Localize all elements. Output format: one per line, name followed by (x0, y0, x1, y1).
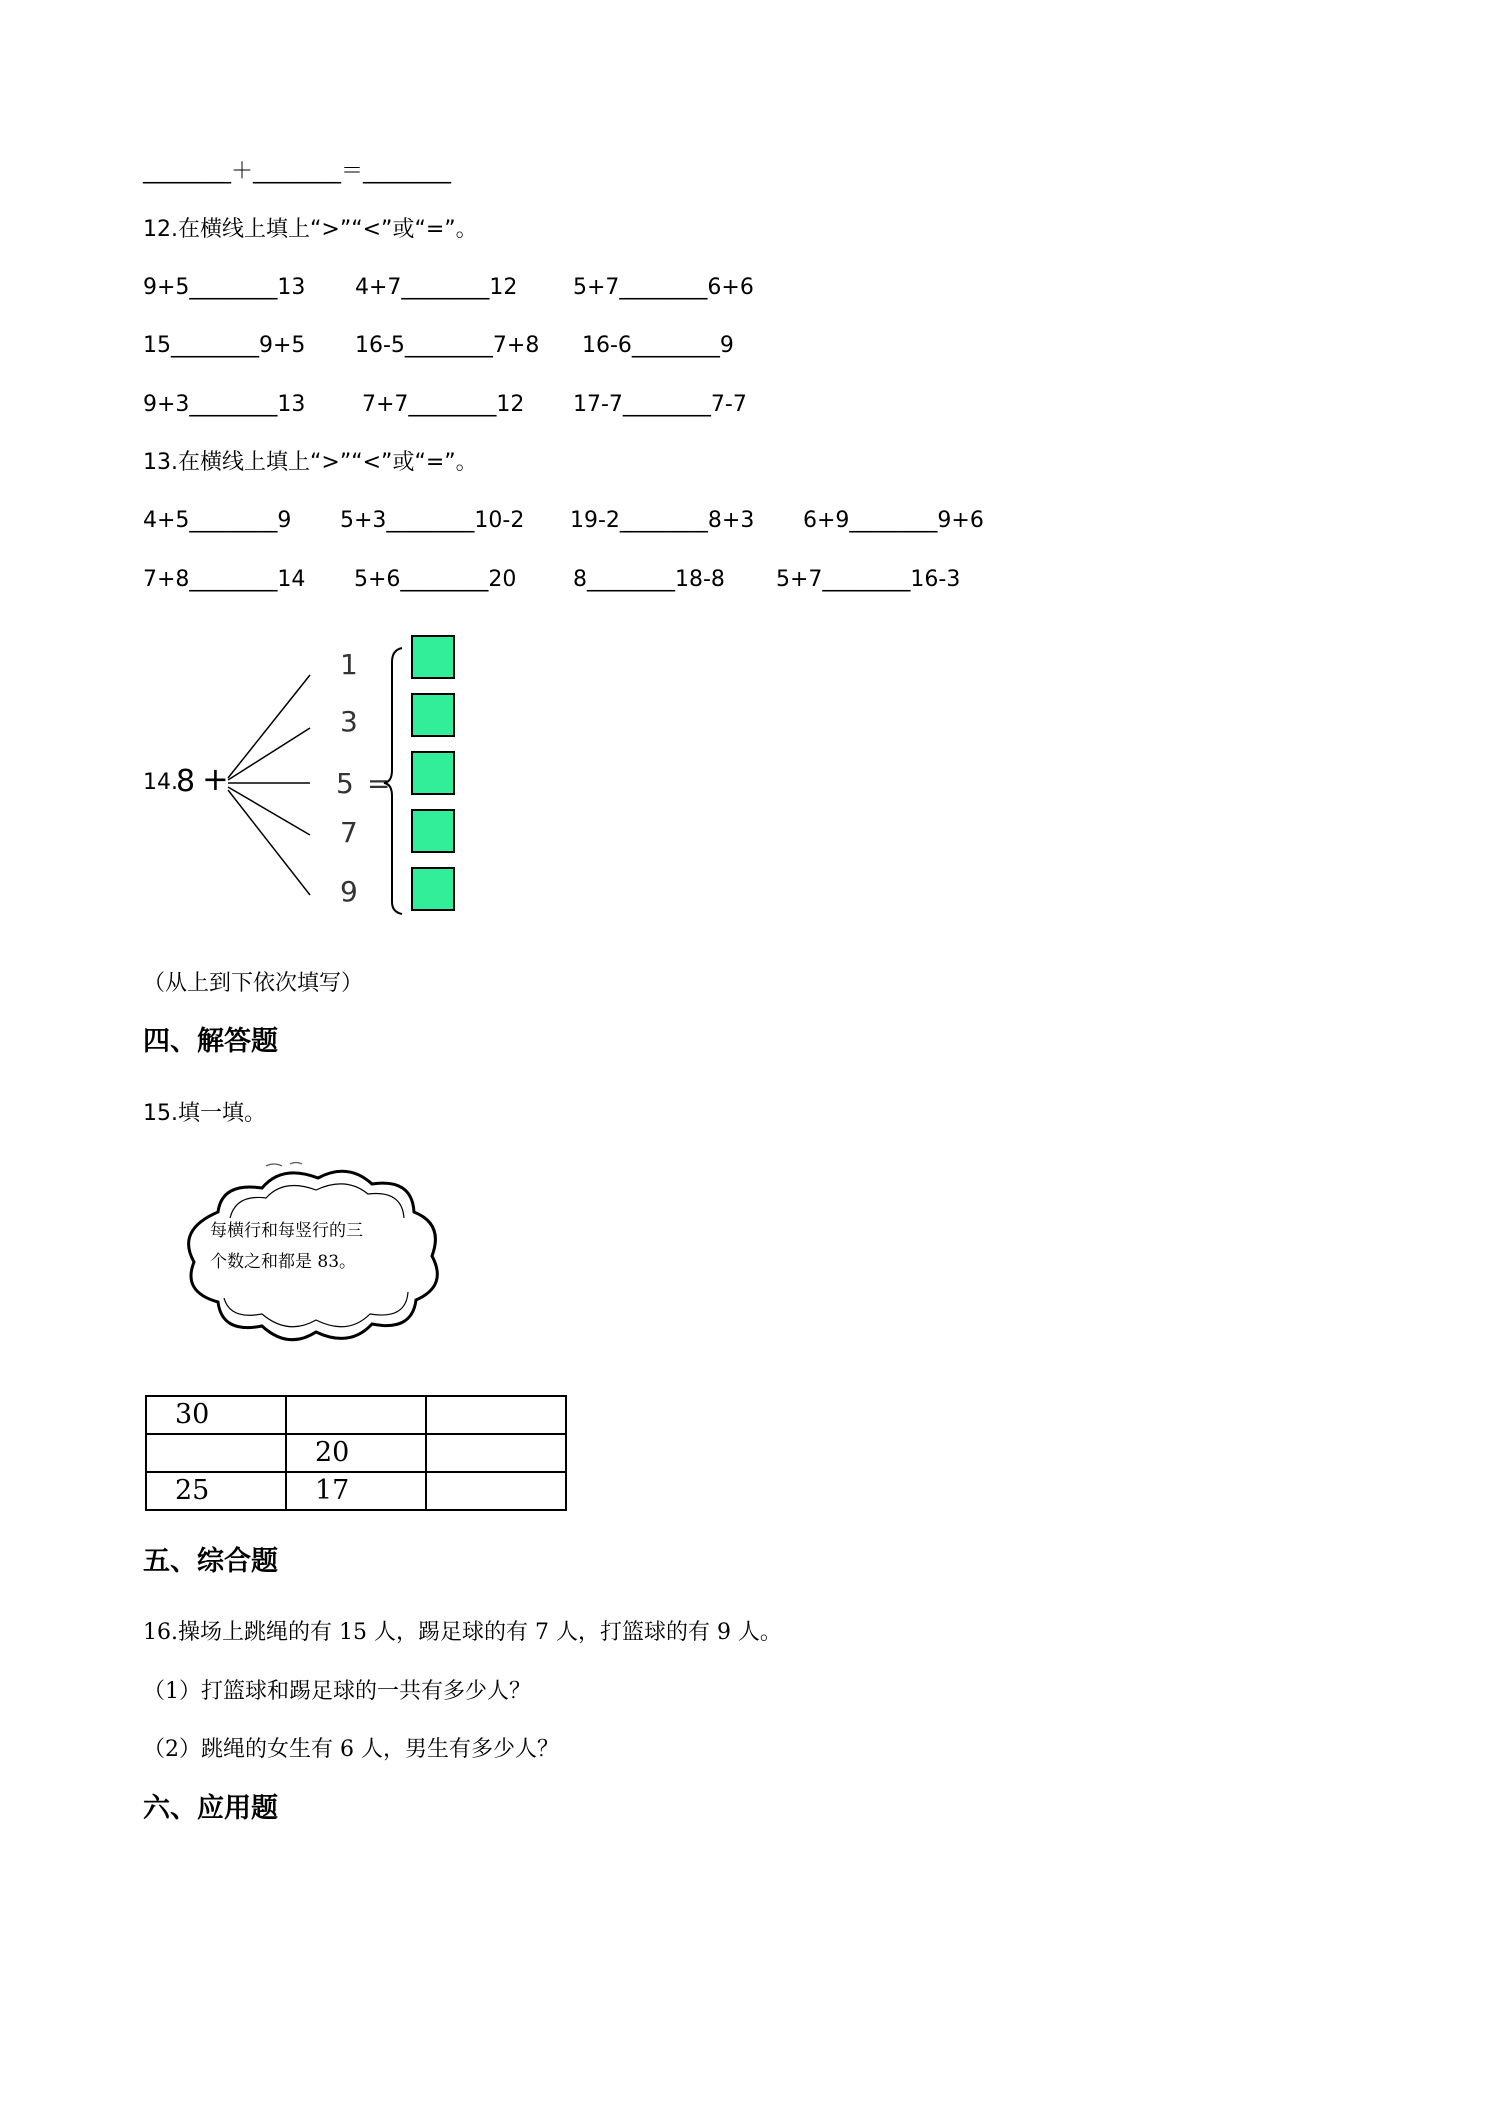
grid-cell[interactable] (426, 1472, 566, 1510)
q12-item: 5+7________6+6 (573, 275, 754, 300)
grid-cell[interactable] (426, 1434, 566, 1472)
answer-box[interactable] (412, 868, 454, 910)
q14-addend: 3 (340, 705, 358, 738)
section-4-title: 四、解答题 (143, 1026, 278, 1057)
q12-title: 12.在横线上填上“>”“<”或“=”。 (143, 217, 478, 242)
fan-line (228, 790, 310, 895)
q14-addend: 9 (340, 875, 358, 908)
q16-subquestion-2: （2）跳绳的女生有 6 人，男生有多少人？ (143, 1737, 559, 1762)
q15-number-grid (145, 1395, 567, 1511)
q16-title: 16.操场上跳绳的有 15 人，踢足球的有 7 人，打篮球的有 9 人。 (143, 1620, 782, 1645)
q13-item: 19-2________8+3 (570, 508, 755, 533)
q14-addend: 5 (336, 767, 354, 800)
fan-line (228, 675, 310, 778)
grid-cell: 20 (286, 1434, 426, 1472)
q13-item: 5+7________16-3 (776, 567, 961, 592)
grid-cell: 17 (286, 1472, 426, 1510)
q14-label: 14. (143, 770, 178, 795)
q13-item: 8________18-8 (573, 567, 725, 592)
answer-box[interactable] (412, 694, 454, 736)
section-6-title: 六、应用题 (143, 1793, 278, 1824)
q15-title: 15.填一填。 (143, 1101, 266, 1126)
q12-item: 16-6________9 (582, 333, 734, 358)
q12-item: 16-5________7+8 (355, 333, 540, 358)
q12-item: 9+3________13 (143, 392, 306, 417)
grid-cell[interactable] (146, 1434, 286, 1472)
q12-item: 17-7________7-7 (573, 392, 747, 417)
q13-title: 13.在横线上填上“>”“<”或“=”。 (143, 450, 478, 475)
q13-item: 7+8________14 (143, 567, 306, 592)
q12-item: 4+7________12 (355, 275, 518, 300)
q13-item: 6+9________9+6 (803, 508, 984, 533)
q14-base-number: 8 (176, 764, 196, 799)
answer-box[interactable] (412, 636, 454, 678)
q14-note: （从上到下依次填写） (143, 971, 364, 996)
q14-fan-lines (228, 675, 310, 895)
answer-box[interactable] (412, 752, 454, 794)
q14-equals-sign: = (367, 767, 391, 800)
q14-plus-sign: + (202, 760, 229, 798)
cloud-text-line: 每横行和每竖行的三 (210, 1221, 363, 1241)
section-5-title: 五、综合题 (143, 1546, 278, 1577)
q14-addend: 7 (340, 816, 358, 849)
q12-item: 9+5________13 (143, 275, 306, 300)
grid-cell[interactable] (426, 1396, 566, 1434)
q12-item: 7+7________12 (362, 392, 525, 417)
q14-addition-diagram (170, 630, 470, 920)
cloud-top-marks (266, 1163, 302, 1167)
q13-item: 5+6________20 (354, 567, 517, 592)
q14-answer-boxes (412, 636, 454, 910)
answer-box[interactable] (412, 810, 454, 852)
q13-item: 5+3________10-2 (340, 508, 525, 533)
q12-item: 15________9+5 (143, 333, 306, 358)
fan-line (228, 787, 310, 835)
q16-subquestion-1: （1）打篮球和踢足球的一共有多少人？ (143, 1679, 531, 1704)
grid-cell: 30 (146, 1396, 286, 1434)
grid-cell: 25 (146, 1472, 286, 1510)
q14-addend: 1 (340, 648, 358, 681)
grid-cell[interactable] (286, 1396, 426, 1434)
fan-line (228, 728, 310, 780)
q13-item: 4+5________9 (143, 508, 292, 533)
blank-equation: ________＋________＝________ (143, 159, 452, 184)
cloud-text-line: 个数之和都是 83。 (210, 1252, 357, 1272)
